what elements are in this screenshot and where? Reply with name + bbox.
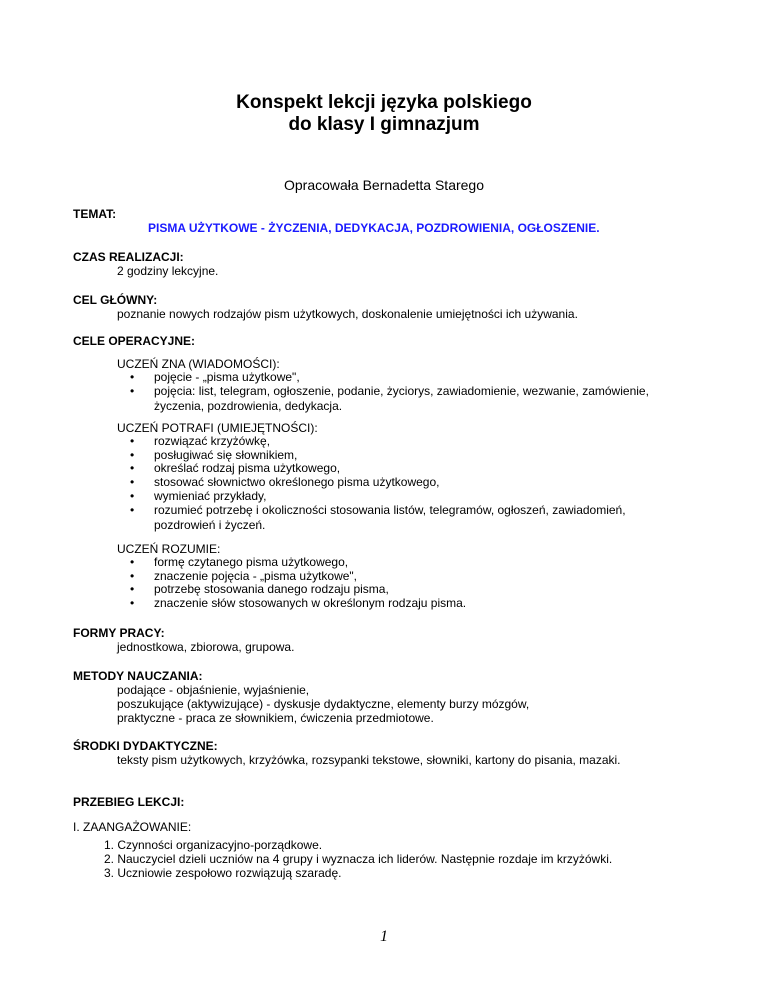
list-item: • znaczenie pojęcia - „pisma użytkowe", (130, 568, 358, 583)
bullet: • (130, 555, 135, 569)
srodki-value: teksty pism użytkowych, krzyżówka, rozsypanki tekstowe, słowniki, kartony do pisania, mazaki. (117, 753, 621, 767)
list-item: • pojęcia: list, telegram, ogłoszenie, podanie, życiorys, zawiadomienie, wezwanie, zamówienie, (130, 383, 649, 398)
rozumie-heading: UCZEŃ ROZUMIE: (117, 542, 221, 556)
bullet: • (130, 568, 135, 583)
list-item: • znaczenie słów stosowanych w określonym rodzaju pisma. (130, 596, 467, 611)
bullet: • (130, 383, 135, 398)
bullet: • (130, 502, 135, 517)
czas-value: 2 godziny lekcyjne. (117, 264, 219, 278)
bullet: • (130, 488, 135, 503)
step-2: 2. Nauczyciel dzieli uczniów na 4 grupy i wyznacza ich liderów. Następnie rozdaje im krzyżówki. (104, 852, 613, 866)
zna-heading: UCZEŃ ZNA (WIADOMOŚCI): (117, 357, 280, 371)
bullet: • (130, 475, 135, 490)
list-item: • rozumieć potrzebę i okoliczności stosowania listów, telegramów, ogłoszeń, zawiadomień, (130, 502, 626, 517)
potrafi-continuation: pozdrowień i życzeń. (154, 518, 266, 532)
zna-continuation: życzenia, pozdrowienia, dedykacja. (154, 399, 343, 413)
metody-line-1: podające - objaśnienie, wyjaśnienie, (117, 683, 310, 697)
czas-label: CZAS REALIZACJI: (73, 250, 184, 264)
temat-label: TEMAT: (73, 207, 117, 221)
list-item: • wymieniać przykłady, (130, 488, 267, 503)
list-item: • posługiwać się słownikiem, (130, 447, 298, 462)
temat-value: PISMA UŻYTKOWE - ŻYCZENIA, DEDYKACJA, POZDROWIENIA, OGŁOSZENIE. (148, 221, 600, 235)
list-item: • rozwiązać krzyżówkę, (130, 434, 271, 448)
list-item: • potrzebę stosowania danego rodzaju pisma, (130, 582, 389, 597)
formy-label: FORMY PRACY: (73, 626, 165, 640)
potrafi-heading: UCZEŃ POTRAFI (UMIEJĘTNOŚCI): (117, 421, 318, 435)
metody-line-3: praktyczne - praca ze słownikiem, ćwiczenia przedmiotowe. (117, 711, 434, 725)
srodki-label: ŚRODKI DYDAKTYCZNE: (73, 739, 218, 753)
document-title-line-2: do klasy I gimnazjum (288, 114, 480, 135)
bullet: • (130, 596, 135, 611)
rozumie-list (130, 556, 466, 611)
bullet: • (130, 370, 135, 384)
przebieg-label: PRZEBIEG LEKCJI: (73, 795, 185, 809)
potrafi-list (130, 435, 626, 517)
metody-label: METODY NAUCZANIA: (73, 669, 203, 683)
cel-glowny-label: CEL GŁÓWNY: (73, 293, 158, 307)
cele-label: CELE OPERACYJNE: (73, 334, 196, 348)
cel-glowny-value: poznanie nowych rodzajów pism użytkowych, doskonalenie umiejętności ich używania. (117, 307, 578, 321)
author-line: Opracowała Bernadetta Starego (283, 177, 484, 193)
bullet: • (130, 582, 135, 597)
section-heading: I. ZAANGAŻOWANIE: (73, 820, 192, 834)
page-number: 1 (380, 928, 388, 945)
step-1: 1. Czynności organizacyjno-porządkowe. (104, 838, 323, 852)
step-3: 3. Uczniowie zespołowo rozwiązują szaradę. (104, 866, 342, 880)
zna-list (130, 371, 649, 398)
document-title-line-1: Konspekt lekcji języka polskiego (236, 92, 532, 113)
formy-value: jednostkowa, zbiorowa, grupowa. (117, 640, 295, 654)
list-item: • pojęcie - „pisma użytkowe", (130, 370, 300, 384)
list-item: • określać rodzaj pisma użytkowego, (130, 461, 341, 476)
list-item: • formę czytanego pisma użytkowego, (130, 555, 349, 569)
bullet: • (130, 461, 135, 476)
list-item: • stosować słownictwo określonego pisma użytkowego, (130, 475, 440, 490)
metody-line-2: poszukujące (aktywizujące) - dyskusje dydaktyczne, elementy burzy mózgów, (117, 697, 530, 711)
bullet: • (130, 434, 135, 448)
bullet: • (130, 447, 135, 462)
